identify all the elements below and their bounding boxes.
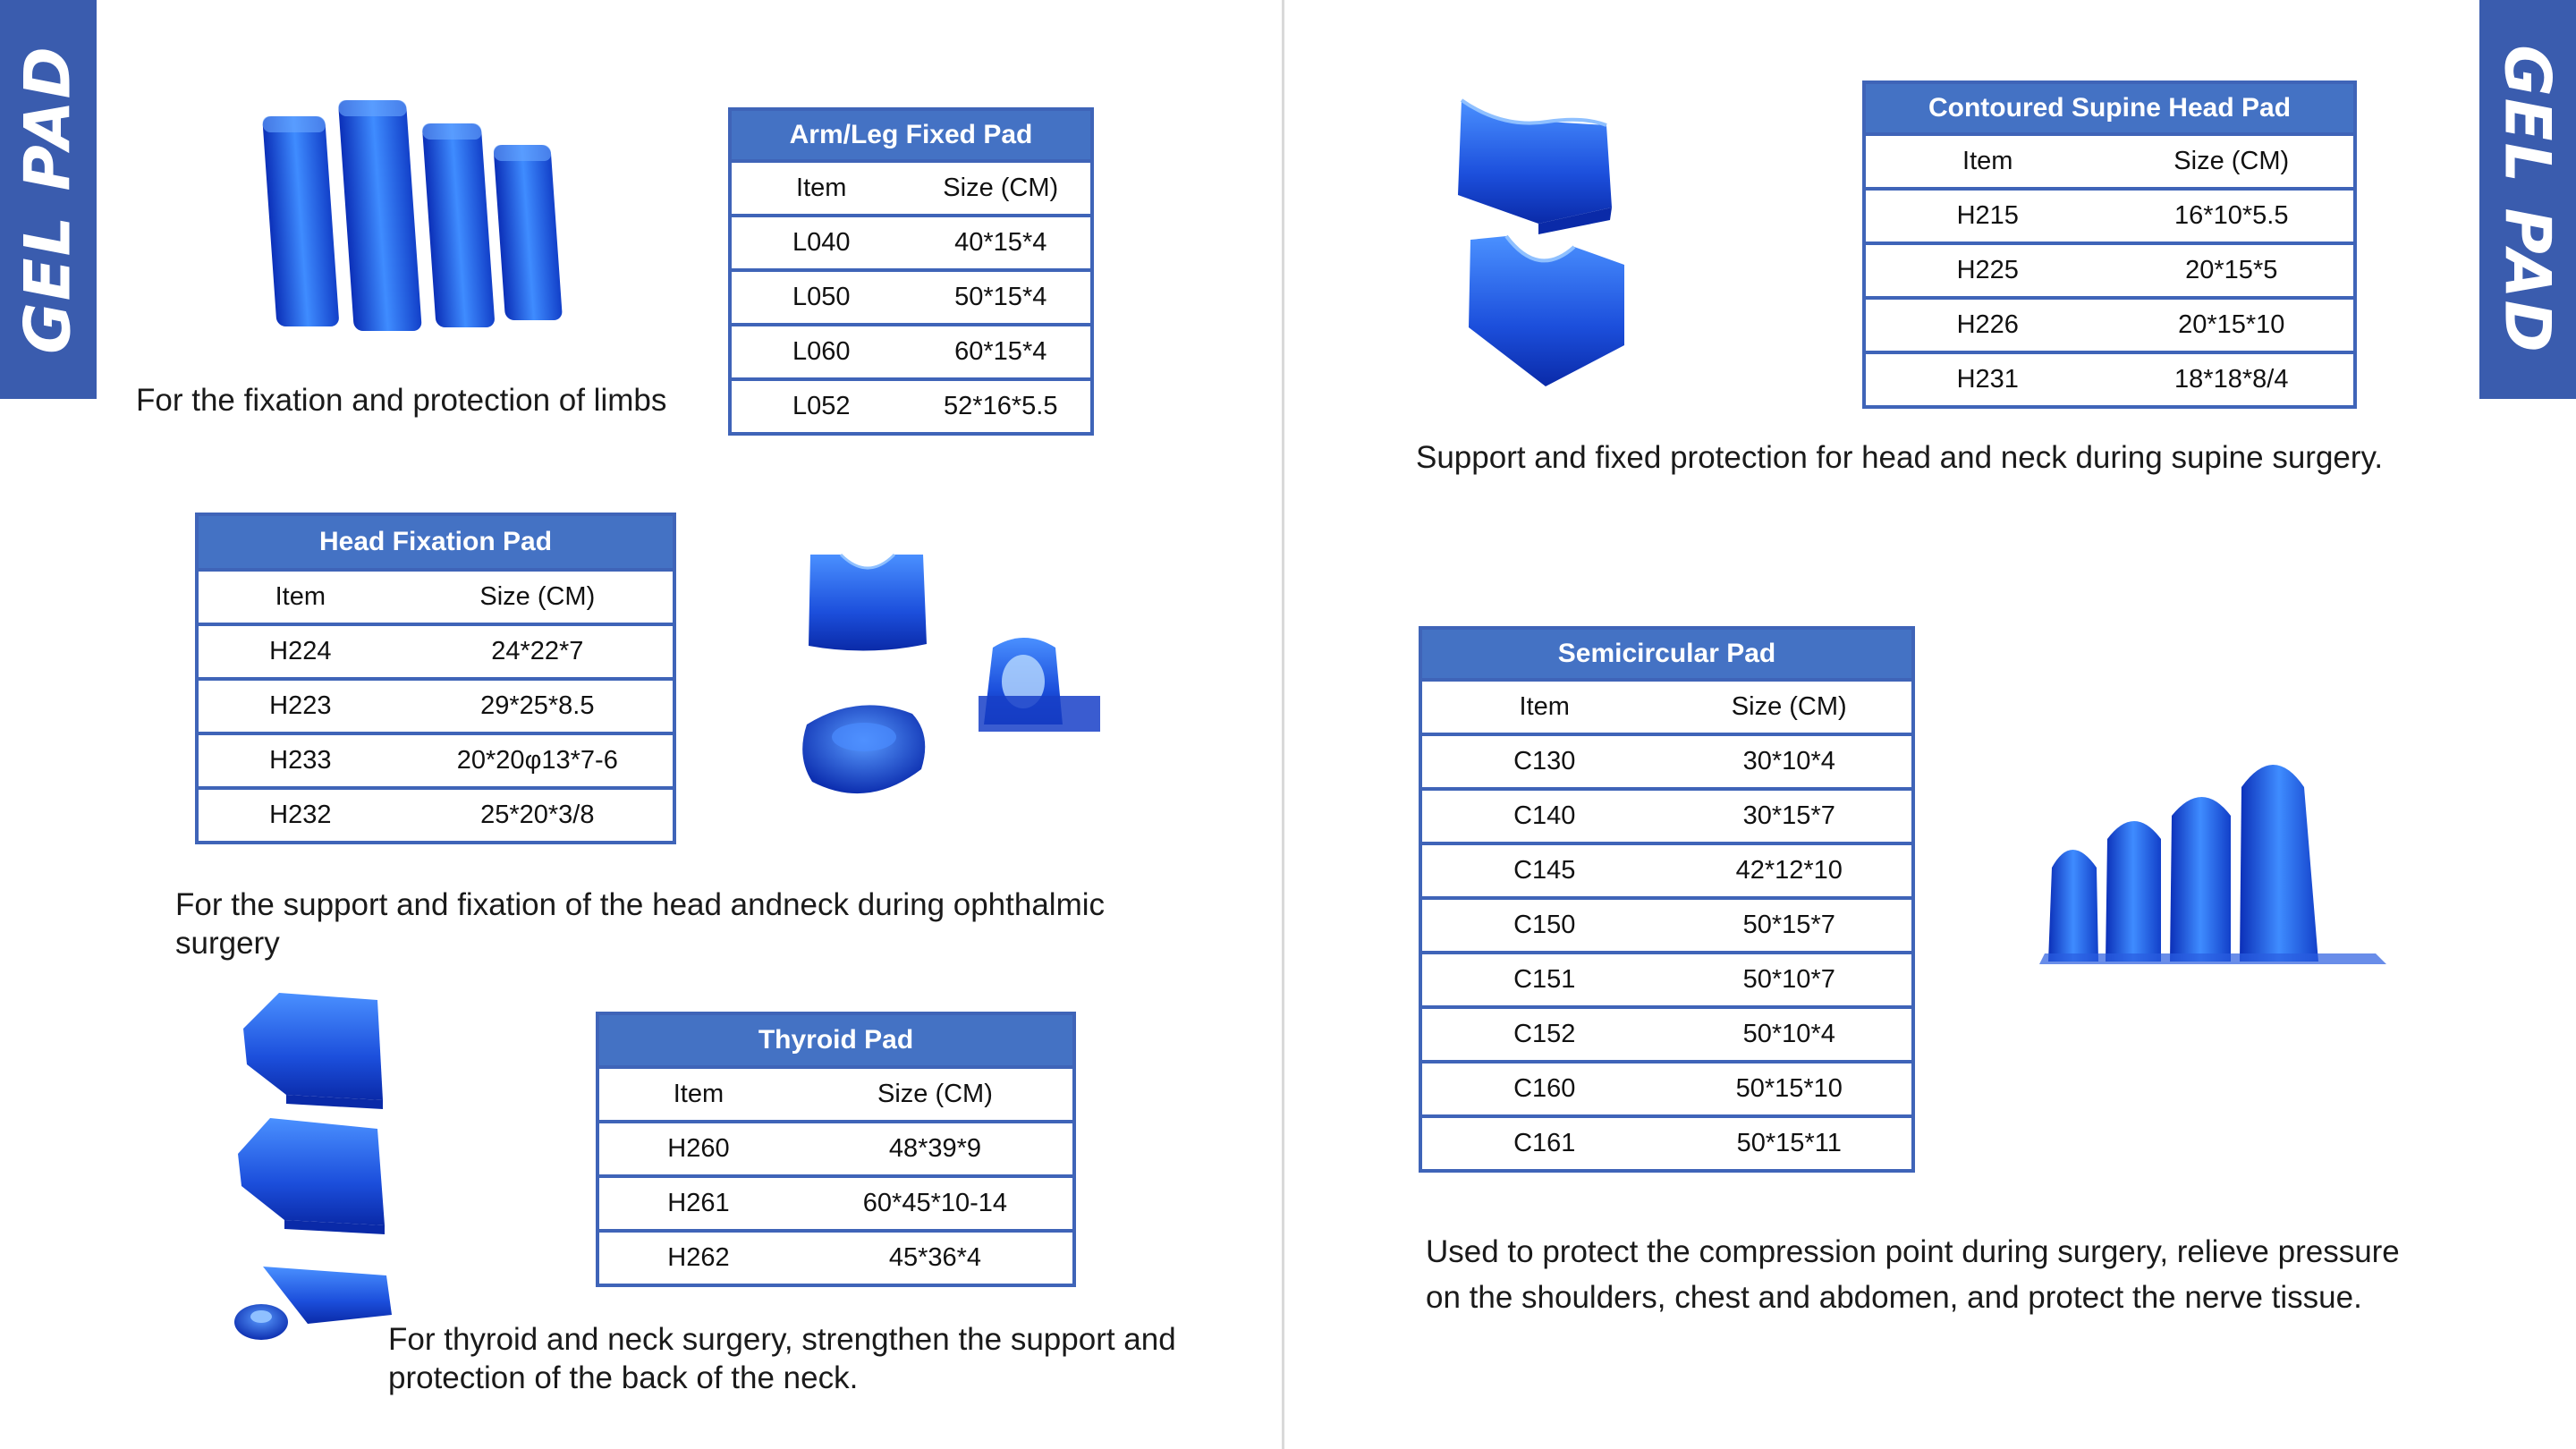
arm-leg-caption: For the fixation and protection of limbs [136,383,667,418]
caption-line: For the support and fixation of the head andneck during ophthalmic [175,887,1106,922]
side-tab-left [0,0,97,399]
size-cell: 50*10*7 [1667,953,1914,1007]
item-cell: H224 [197,624,402,679]
column-header: Item [197,570,402,624]
head-fixation-caption [175,886,1105,962]
item-cell: H215 [1864,189,2110,243]
table-row [597,1231,1074,1285]
column-header: Size (CM) [911,161,1093,216]
size-cell: 60*15*4 [911,325,1093,379]
item-cell: L050 [730,270,911,325]
table-row [197,624,674,679]
size-cell: 20*15*5 [2110,243,2356,298]
table-title: Semicircular Pad [1420,628,1913,680]
item-cell: H223 [197,679,402,733]
table-row [730,216,1092,270]
size-cell: 16*10*5.5 [2110,189,2356,243]
size-cell: 45*36*4 [798,1231,1074,1285]
table-row [1864,298,2355,352]
size-cell: 50*10*4 [1667,1007,1914,1062]
table-title: Arm/Leg Fixed Pad [730,109,1092,161]
column-header: Item [1420,680,1667,734]
item-cell: L060 [730,325,911,379]
column-header: Size (CM) [2110,134,2356,189]
size-cell: 50*15*11 [1667,1116,1914,1171]
table-row [1420,843,1913,898]
item-cell: C152 [1420,1007,1667,1062]
table-row [1420,953,1913,1007]
size-cell: 42*12*10 [1667,843,1914,898]
column-header: Size (CM) [798,1067,1074,1122]
center-divider [1282,0,1284,1449]
table-row [1864,243,2355,298]
table-row [197,788,674,843]
item-cell: H233 [197,733,402,788]
caption-line: surgery [175,926,280,961]
item-cell: C151 [1420,953,1667,1007]
table-row [1420,898,1913,953]
size-cell: 50*15*10 [1667,1062,1914,1116]
table-title: Contoured Supine Head Pad [1864,82,2355,134]
table-title: Head Fixation Pad [197,514,674,570]
semicircular-table [1419,626,1915,1173]
size-cell: 30*15*7 [1667,789,1914,843]
caption-line: on the shoulders, chest and abdomen, and protect the nerve tissue. [1426,1280,2362,1315]
size-cell: 25*20*3/8 [402,788,674,843]
arm-leg-pad-image [255,89,577,340]
column-header: Item [1864,134,2110,189]
table-row [730,270,1092,325]
item-cell: H226 [1864,298,2110,352]
contoured-supine-table [1862,80,2357,409]
table-row [730,325,1092,379]
arm-leg-table [728,107,1094,436]
table-row [1420,1116,1913,1171]
head-fixation-pad-image [796,546,1109,814]
size-cell: 40*15*4 [911,216,1093,270]
table-row [730,379,1092,434]
size-cell: 30*10*4 [1667,734,1914,789]
item-cell: H261 [597,1176,798,1231]
table-row [197,733,674,788]
head-fixation-table [195,513,676,844]
size-cell: 18*18*8/4 [2110,352,2356,407]
item-cell: H232 [197,788,402,843]
size-cell: 20*15*10 [2110,298,2356,352]
semicircular-caption [1426,1229,2400,1320]
size-cell: 20*20φ13*7-6 [402,733,674,788]
size-cell: 29*25*8.5 [402,679,674,733]
thyroid-caption [388,1320,1176,1397]
table-row [597,1176,1074,1231]
size-cell: 60*45*10-14 [798,1176,1074,1231]
column-header: Item [597,1067,798,1122]
side-tab-label: GEL PAD [12,45,85,354]
item-cell: H262 [597,1231,798,1285]
table-row [1420,1062,1913,1116]
thyroid-pad-image [225,984,404,1351]
size-cell: 50*15*4 [911,270,1093,325]
table-row [1864,189,2355,243]
item-cell: C150 [1420,898,1667,953]
thyroid-table [596,1012,1076,1287]
item-cell: C140 [1420,789,1667,843]
table-title: Thyroid Pad [597,1013,1074,1067]
caption-line: For thyroid and neck surgery, strengthen the support and [388,1322,1176,1357]
size-cell: 48*39*9 [798,1122,1074,1176]
size-cell: 50*15*7 [1667,898,1914,953]
caption-line: protection of the back of the neck. [388,1360,859,1395]
size-cell: 52*16*5.5 [911,379,1093,434]
column-header: Size (CM) [1667,680,1914,734]
side-tab-right [2479,0,2576,399]
caption-line: Used to protect the compression point during surgery, relieve pressure [1426,1234,2400,1269]
item-cell: C145 [1420,843,1667,898]
table-row [1864,352,2355,407]
contoured-supine-pad-image [1449,89,1637,394]
table-row [1420,734,1913,789]
item-cell: L052 [730,379,911,434]
size-cell: 24*22*7 [402,624,674,679]
table-row [597,1122,1074,1176]
item-cell: H225 [1864,243,2110,298]
item-cell: C160 [1420,1062,1667,1116]
side-tab-label: GEL PAD [2491,45,2564,354]
contoured-supine-caption: Support and fixed protection for head and neck during supine surgery. [1416,440,2384,475]
item-cell: H231 [1864,352,2110,407]
item-cell: H260 [597,1122,798,1176]
table-row [1420,789,1913,843]
table-row [1420,1007,1913,1062]
item-cell: C161 [1420,1116,1667,1171]
column-header: Item [730,161,911,216]
item-cell: C130 [1420,734,1667,789]
semicircular-pad-image [2036,733,2394,975]
item-cell: L040 [730,216,911,270]
table-row [197,679,674,733]
column-header: Size (CM) [402,570,674,624]
